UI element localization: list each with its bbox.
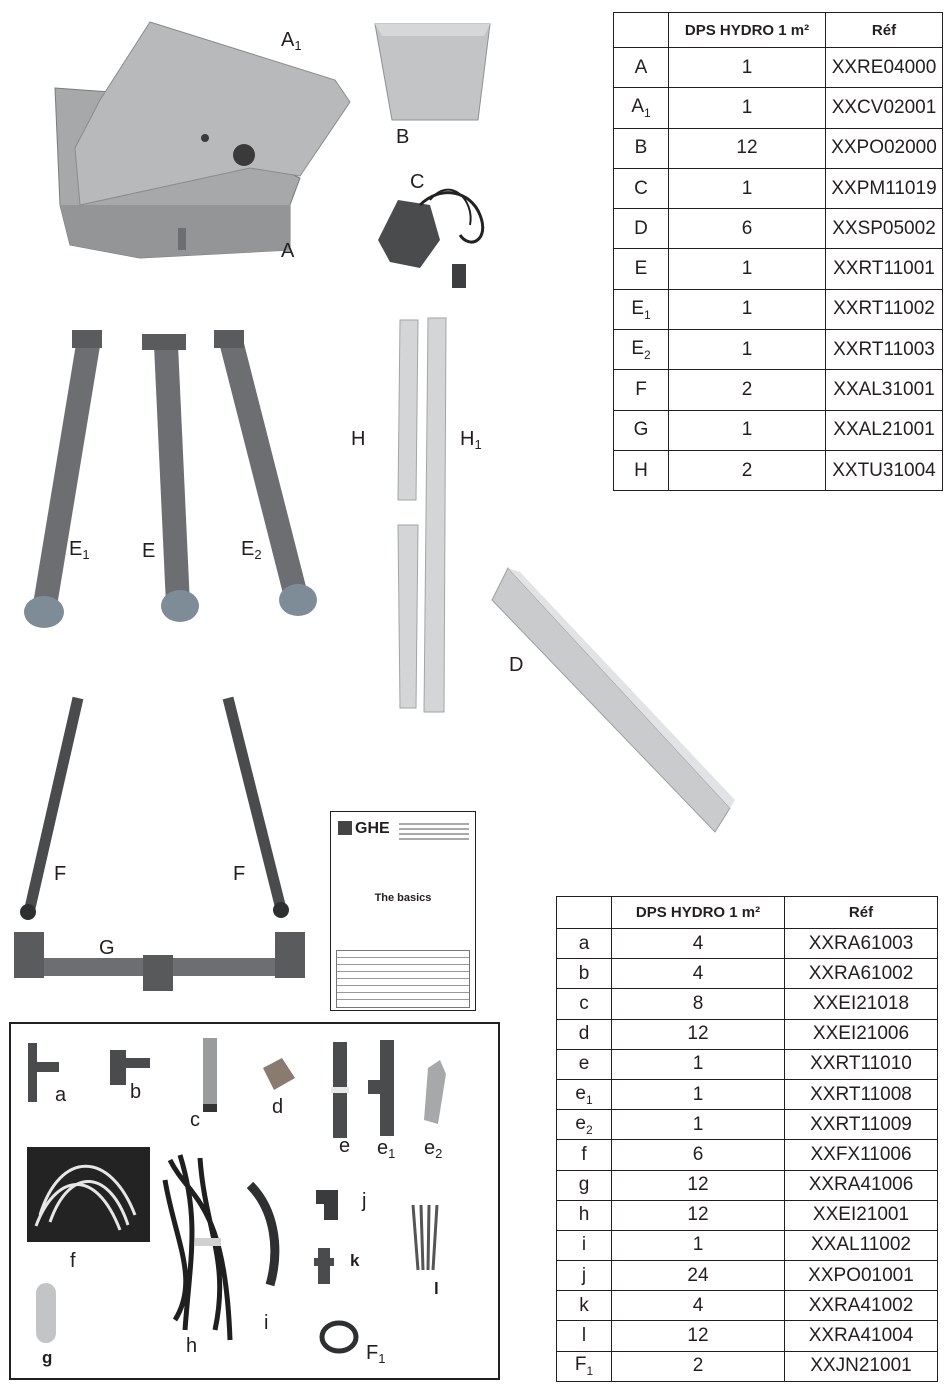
cell-code: $e_2$ [557,1110,612,1140]
label-a: A [281,240,295,262]
cell-code: $E_2$ [614,330,669,370]
label-g: G [99,937,115,959]
cell-ref: XXFX11006 [785,1140,938,1170]
table-row [614,48,943,88]
manual-title: The basics [374,892,432,904]
cell-ref: XXRA61002 [785,959,938,989]
cell-ref: XXRT11010 [785,1049,938,1079]
cell-quantity: 1 [612,1049,785,1079]
label-acc-a: a [55,1084,67,1106]
label-b: B [396,126,410,148]
manual-address-block [399,820,469,846]
cell-quantity: 1 [669,410,826,450]
profile-h1-illustration [424,318,446,712]
profile-h-illustration [398,320,418,708]
cell-ref: XXSP05002 [826,209,943,249]
cell-quantity: 2 [669,450,826,490]
column-header-quantity: DPS HYDRO 1 m² [612,897,785,929]
cell-ref: XXRT11008 [785,1079,938,1109]
cell-ref: XXRA41006 [785,1170,938,1200]
cell-ref: XXPO01001 [785,1261,938,1291]
label-acc-i: i [264,1312,269,1334]
table-header-row [614,13,943,48]
cell-quantity: 24 [612,1261,785,1291]
table-row [614,209,943,249]
cell-code: D [614,209,669,249]
cell-code: e [557,1049,612,1079]
cell-quantity: 1 [612,1110,785,1140]
cell-quantity: 12 [612,1321,785,1351]
cell-quantity: 1 [669,48,826,88]
table-row [557,959,938,989]
cell-quantity: 2 [612,1351,785,1381]
table-row [557,1049,938,1079]
cell-quantity: 6 [612,1140,785,1170]
table-row [557,1019,938,1049]
cell-quantity: 1 [612,1079,785,1109]
table-row [557,1230,938,1260]
cell-code: f [557,1140,612,1170]
table-row [614,410,943,450]
tube-e1-illustration [24,330,102,628]
label-d: D [509,654,524,676]
cell-ref: XXAL31001 [826,370,943,410]
manifold-g-illustration [14,932,305,991]
cell-code: F [614,370,669,410]
label-acc-k: k [350,1251,360,1270]
table-row [614,450,943,490]
label-a1: $A_1$ [281,29,302,53]
cell-quantity: 1 [669,289,826,329]
cell-quantity: 8 [612,989,785,1019]
table-row [614,88,943,128]
table-row [557,1261,938,1291]
cell-quantity: 12 [612,1200,785,1230]
angle-d-illustration [492,568,735,832]
table-row [557,1140,938,1170]
label-acc-b: b [130,1081,142,1103]
cell-code: l [557,1321,612,1351]
cell-quantity: 12 [612,1019,785,1049]
pump-illustration [378,190,483,288]
table-row [614,330,943,370]
label-c: C [410,171,425,193]
label-e1: $E_1$ [69,538,90,562]
cell-ref: XXAL11002 [785,1230,938,1260]
cell-quantity: 12 [612,1170,785,1200]
cell-code: $e_1$ [557,1079,612,1109]
cell-code: b [557,959,612,989]
cell-ref: XXPM11019 [826,168,943,208]
cell-code: d [557,1019,612,1049]
pipe-f-right-illustration [228,698,289,918]
cell-quantity: 1 [669,168,826,208]
cell-code: G [614,410,669,450]
cell-quantity: 4 [612,929,785,959]
cell-code: c [557,989,612,1019]
cell-ref: XXRE04000 [826,48,943,88]
table-row [557,929,938,959]
cell-code: g [557,1170,612,1200]
label-acc-f: f [70,1250,76,1272]
parts-table-accessories [556,896,938,1382]
label-acc-g: g [42,1348,53,1367]
cell-code: C [614,168,669,208]
label-acc-e2: $e_2$ [424,1137,443,1161]
tube-e2-illustration [214,330,317,616]
table-row [614,249,943,289]
cell-code: E [614,249,669,289]
ghe-logo-icon [338,821,352,835]
label-h1: $H_1$ [460,428,482,452]
label-acc-e1: $e_1$ [377,1137,396,1161]
cell-ref: XXAL21001 [826,410,943,450]
cell-ref: XXJN21001 [785,1351,938,1381]
cell-quantity: 1 [669,88,826,128]
cell-ref: XXEI21001 [785,1200,938,1230]
column-header-ref: Réf [785,897,938,929]
manual-contents-table [336,950,470,1008]
cell-code: $F_1$ [557,1351,612,1381]
cell-code: h [557,1200,612,1230]
label-f-left: F [54,863,67,885]
table-row [557,1110,938,1140]
tube-e-illustration [142,334,199,622]
cell-ref: XXPO02000 [826,128,943,168]
cell-code: H [614,450,669,490]
cell-ref: XXEI21018 [785,989,938,1019]
cell-quantity: 1 [669,249,826,289]
label-acc-f1: $F_1$ [366,1342,386,1366]
manual-logo: GHE [338,820,390,838]
cell-code: j [557,1261,612,1291]
cell-ref: XXRA41002 [785,1291,938,1321]
label-e: E [142,540,156,562]
table-row [614,370,943,410]
manual-booklet [330,811,476,1011]
label-acc-j: j [362,1190,367,1212]
cell-ref: XXRT11009 [785,1110,938,1140]
column-header-ref: Réf [826,13,943,48]
cell-code: A [614,48,669,88]
cell-code: $A_1$ [614,88,669,128]
column-header-code [557,897,612,929]
table-row [614,168,943,208]
cell-ref: XXRT11001 [826,249,943,289]
cell-quantity: 1 [669,330,826,370]
cell-code: k [557,1291,612,1321]
column-header-quantity: DPS HYDRO 1 m² [669,13,826,48]
label-e2: $E_2$ [241,538,262,562]
label-f-right: F [233,863,246,885]
cell-ref: XXEI21006 [785,1019,938,1049]
label-acc-d: d [272,1096,284,1118]
label-h: H [351,428,366,450]
table-row [557,1079,938,1109]
table-row [614,128,943,168]
parts-table-main [613,12,943,491]
table-header-row [557,897,938,929]
cell-ref: XXRA61003 [785,929,938,959]
cell-ref: XXRT11002 [826,289,943,329]
cell-quantity: 12 [669,128,826,168]
cell-code: $E_1$ [614,289,669,329]
cell-quantity: 1 [612,1230,785,1260]
cell-quantity: 2 [669,370,826,410]
table-row [557,1170,938,1200]
cell-code: B [614,128,669,168]
table-row [557,1321,938,1351]
label-acc-c: c [190,1109,200,1131]
label-acc-l: l [434,1279,439,1298]
column-header-code [614,13,669,48]
table-row [557,1351,938,1381]
cell-ref: XXTU31004 [826,450,943,490]
pipe-f-left-illustration [20,698,78,920]
cell-ref: XXCV02001 [826,88,943,128]
cell-code: i [557,1230,612,1260]
table-row [557,1200,938,1230]
table-row [614,289,943,329]
cell-quantity: 4 [612,1291,785,1321]
table-row [557,989,938,1019]
label-acc-h: h [186,1335,198,1357]
cell-quantity: 4 [612,959,785,989]
cell-quantity: 6 [669,209,826,249]
cell-ref: XXRA41004 [785,1321,938,1351]
label-acc-e: e [339,1135,351,1157]
pot-illustration [375,24,490,120]
cell-ref: XXRT11003 [826,330,943,370]
table-row [557,1291,938,1321]
cell-code: a [557,929,612,959]
accessories-box [9,1022,500,1380]
